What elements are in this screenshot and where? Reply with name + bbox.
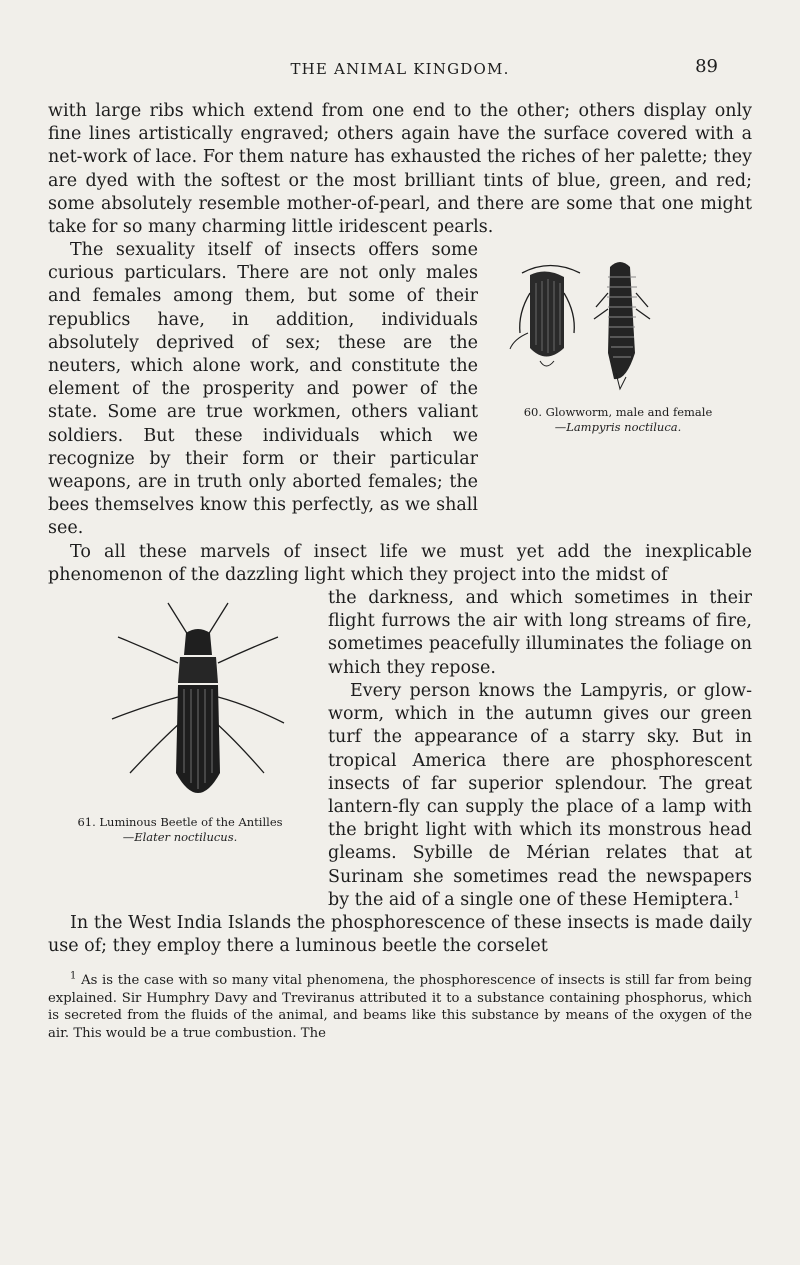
glowworm-illustration bbox=[490, 253, 660, 403]
page-header bbox=[0, 56, 800, 82]
glowworm-caption-title: 60. Glowworm, male and female bbox=[523, 405, 713, 419]
luminous-beetle-caption-title: 61. Luminous Beetle of the Antilles bbox=[77, 815, 283, 829]
glowworm-figure-caption bbox=[468, 405, 768, 435]
luminous-beetle-figure-caption bbox=[40, 815, 320, 845]
paragraph-insect-sexuality-text: The sexuality itself of insects offers some curious particulars. There are not only males and females among them, but some of their republics have, in addition, individuals absolutely deprived of sex; these are the neuters, which alone work, and constitute the element of the prosperity and power of the state. Some are true workmen, others valiant soldiers. But these individuals which we recognize by their form or their particular weapons, are in truth only aborted females; the bees themselves know this perfectly, as we shall see. bbox=[48, 240, 478, 539]
luminous-beetle-illustration bbox=[88, 593, 308, 813]
glowworm-female bbox=[594, 262, 650, 389]
paragraph-shell-ornament: with large ribs which extend from one end to the other; others display only fine lines artistically engraved; others again have the surface covered with a net-work of lace. For them nature has exhausted the riches of her palette; they are dyed with the softest or the most brilliant tints of blue, green, and red; some absolutely resemble mother-of-pearl, and there are some that one might take for so many charming little iridescent pearls. bbox=[48, 101, 752, 238]
page-number: 89 bbox=[695, 56, 718, 77]
luminous-beetle-caption-species: —Elater noctilucus. bbox=[122, 830, 238, 844]
paragraph-lampyris-text: Every person knows the Lampyris, or glow-worm, which in the autumn gives our green turf the appearance of a starry sky. But in tropical America there are phosphorescent insects of far superior splendour. The great lantern-fly can supply the place of a lamp with the bright light with which its monstrous head gleams. Sybille de Mérian relates that at Surinam she sometimes read the newspapers by the aid of a single one of these Hemiptera. bbox=[328, 681, 752, 910]
glowworm-male bbox=[510, 266, 580, 367]
luminous-beetle-figure bbox=[88, 593, 308, 813]
footnote-marker: 1 bbox=[70, 970, 77, 982]
paragraph-lampyris bbox=[328, 680, 752, 912]
glowworm-caption-species: —Lampyris noctiluca. bbox=[554, 420, 682, 434]
paragraph-light-intro: To all these marvels of insect life we must yet add the inexplicable phenomenon of the dazzling light which they project into the midst of bbox=[48, 542, 752, 586]
footnote-text: As is the case with so many vital phenomena, the phosphorescence of insects is still far from being explained. Sir Humphry Davy and Treviranus attributed it to a substance containing phosphorus, which is secreted from the fluids of the animal, and beams like this substance by means of the oxygen of the air. This would be a true combustion. The bbox=[48, 973, 752, 1041]
paragraph-light-continued: the darkness, and which sometimes in their flight furrows the air with long streams of fire, sometimes peacefully illuminates the foliage on which they repose. bbox=[328, 588, 752, 678]
paragraph-west-india: In the West India Islands the phosphorescence of these insects is made daily use of; they employ there a luminous beetle the corselet bbox=[48, 913, 752, 957]
running-title: THE ANIMAL KINGDOM. bbox=[290, 60, 510, 78]
luminous-beetle bbox=[112, 603, 284, 793]
glowworm-figure bbox=[490, 253, 660, 403]
paragraph-insect-sexuality bbox=[48, 239, 478, 541]
footnote-reference: 1 bbox=[733, 890, 740, 901]
footnote bbox=[48, 972, 752, 1042]
